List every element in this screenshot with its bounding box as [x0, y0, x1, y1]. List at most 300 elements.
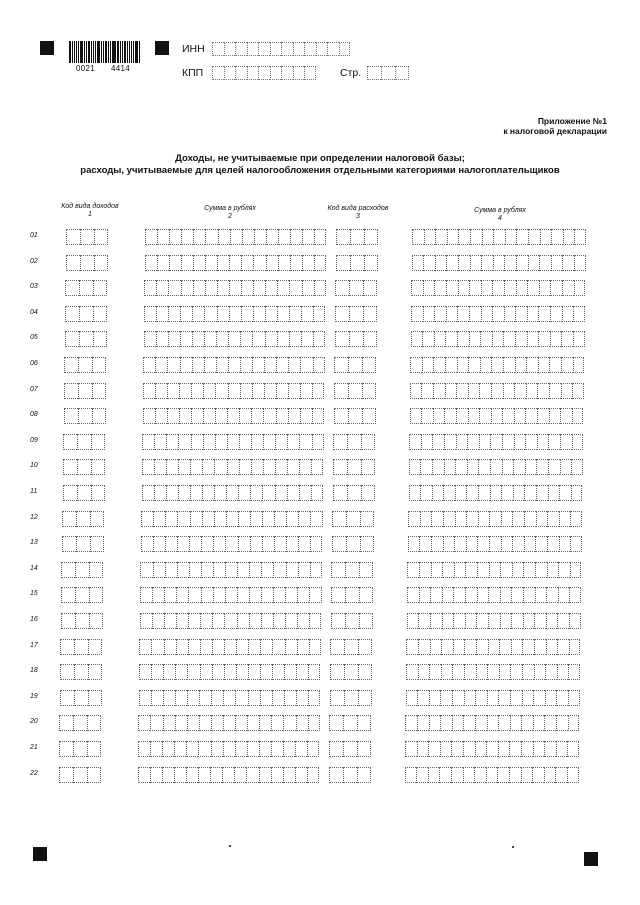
expense-sum-field[interactable] — [406, 639, 580, 655]
income-sum-field[interactable] — [144, 331, 325, 347]
char-cell[interactable] — [202, 511, 214, 527]
char-cell[interactable] — [141, 536, 153, 552]
char-cell[interactable] — [242, 229, 254, 245]
char-cell[interactable] — [434, 306, 446, 322]
char-cell[interactable] — [308, 664, 320, 680]
char-cell[interactable] — [456, 383, 468, 399]
char-cell[interactable] — [260, 690, 272, 706]
char-cell[interactable] — [263, 434, 275, 450]
char-cell[interactable] — [527, 306, 539, 322]
char-cell[interactable] — [237, 562, 249, 578]
char-cell[interactable] — [569, 587, 581, 603]
char-cell[interactable] — [573, 357, 585, 373]
char-cell[interactable] — [150, 741, 162, 757]
char-cell[interactable] — [480, 331, 492, 347]
expense-code-field[interactable] — [330, 690, 372, 706]
char-cell[interactable] — [76, 536, 90, 552]
char-cell[interactable] — [63, 434, 77, 450]
char-cell[interactable] — [551, 255, 563, 271]
char-cell[interactable] — [515, 357, 527, 373]
expense-sum-field[interactable] — [410, 357, 584, 373]
char-cell[interactable] — [227, 408, 239, 424]
char-cell[interactable] — [358, 690, 372, 706]
char-cell[interactable] — [571, 459, 583, 475]
char-cell[interactable] — [61, 587, 75, 603]
char-cell[interactable] — [300, 408, 312, 424]
char-cell[interactable] — [416, 767, 428, 783]
expense-sum-field[interactable] — [409, 485, 583, 501]
char-cell[interactable] — [186, 741, 198, 757]
char-cell[interactable] — [235, 42, 247, 56]
char-cell[interactable] — [344, 690, 358, 706]
char-cell[interactable] — [346, 536, 360, 552]
char-cell[interactable] — [504, 255, 516, 271]
char-cell[interactable] — [362, 357, 376, 373]
expense-code-field[interactable] — [336, 229, 378, 245]
inn-field[interactable] — [212, 42, 350, 56]
char-cell[interactable] — [193, 229, 205, 245]
char-cell[interactable] — [87, 741, 101, 757]
char-cell[interactable] — [186, 767, 198, 783]
char-cell[interactable] — [545, 690, 557, 706]
char-cell[interactable] — [561, 357, 573, 373]
char-cell[interactable] — [332, 536, 346, 552]
char-cell[interactable] — [441, 664, 453, 680]
char-cell[interactable] — [163, 715, 175, 731]
char-cell[interactable] — [409, 434, 421, 450]
char-cell[interactable] — [452, 690, 464, 706]
char-cell[interactable] — [487, 690, 499, 706]
char-cell[interactable] — [259, 741, 271, 757]
char-cell[interactable] — [312, 434, 324, 450]
char-cell[interactable] — [468, 383, 480, 399]
char-cell[interactable] — [557, 664, 569, 680]
char-cell[interactable] — [88, 664, 102, 680]
char-cell[interactable] — [93, 280, 107, 296]
char-cell[interactable] — [155, 408, 167, 424]
char-cell[interactable] — [430, 613, 442, 629]
char-cell[interactable] — [331, 562, 345, 578]
char-cell[interactable] — [61, 613, 75, 629]
expense-sum-field[interactable] — [407, 613, 581, 629]
char-cell[interactable] — [253, 255, 265, 271]
char-cell[interactable] — [440, 715, 452, 731]
char-cell[interactable] — [142, 485, 154, 501]
char-cell[interactable] — [336, 255, 350, 271]
char-cell[interactable] — [452, 664, 464, 680]
income-sum-field[interactable] — [138, 767, 319, 783]
char-cell[interactable] — [511, 639, 523, 655]
char-cell[interactable] — [175, 690, 187, 706]
char-cell[interactable] — [509, 767, 521, 783]
char-cell[interactable] — [153, 511, 165, 527]
expense-code-field[interactable] — [333, 485, 375, 501]
char-cell[interactable] — [335, 280, 349, 296]
char-cell[interactable] — [470, 255, 482, 271]
char-cell[interactable] — [457, 357, 469, 373]
char-cell[interactable] — [66, 255, 80, 271]
char-cell[interactable] — [203, 408, 215, 424]
char-cell[interactable] — [277, 331, 289, 347]
char-cell[interactable] — [444, 459, 456, 475]
char-cell[interactable] — [409, 459, 421, 475]
char-cell[interactable] — [281, 42, 293, 56]
char-cell[interactable] — [247, 66, 259, 80]
char-cell[interactable] — [262, 511, 274, 527]
char-cell[interactable] — [546, 587, 558, 603]
char-cell[interactable] — [168, 331, 180, 347]
income-sum-field[interactable] — [145, 255, 326, 271]
char-cell[interactable] — [463, 767, 475, 783]
char-cell[interactable] — [421, 383, 433, 399]
char-cell[interactable] — [533, 715, 545, 731]
char-cell[interactable] — [482, 229, 494, 245]
char-cell[interactable] — [180, 306, 192, 322]
expense-code-field[interactable] — [335, 306, 377, 322]
char-cell[interactable] — [73, 741, 87, 757]
expense-code-field[interactable] — [335, 331, 377, 347]
char-cell[interactable] — [167, 357, 179, 373]
char-cell[interactable] — [152, 613, 164, 629]
char-cell[interactable] — [287, 459, 299, 475]
char-cell[interactable] — [470, 229, 482, 245]
char-cell[interactable] — [344, 664, 358, 680]
char-cell[interactable] — [526, 383, 538, 399]
char-cell[interactable] — [89, 562, 103, 578]
char-cell[interactable] — [486, 741, 498, 757]
char-cell[interactable] — [309, 613, 321, 629]
char-cell[interactable] — [316, 42, 328, 56]
char-cell[interactable] — [238, 536, 250, 552]
char-cell[interactable] — [75, 613, 89, 629]
char-cell[interactable] — [500, 587, 512, 603]
char-cell[interactable] — [333, 434, 347, 450]
char-cell[interactable] — [349, 280, 363, 296]
char-cell[interactable] — [193, 255, 205, 271]
char-cell[interactable] — [500, 562, 512, 578]
char-cell[interactable] — [432, 459, 444, 475]
char-cell[interactable] — [191, 383, 203, 399]
char-cell[interactable] — [492, 331, 504, 347]
income-sum-field[interactable] — [144, 306, 325, 322]
char-cell[interactable] — [190, 511, 202, 527]
char-cell[interactable] — [539, 255, 551, 271]
char-cell[interactable] — [191, 408, 203, 424]
char-cell[interactable] — [490, 434, 502, 450]
expense-sum-field[interactable] — [409, 434, 583, 450]
char-cell[interactable] — [569, 639, 581, 655]
char-cell[interactable] — [285, 639, 297, 655]
expense-code-field[interactable] — [334, 357, 376, 373]
char-cell[interactable] — [528, 255, 540, 271]
char-cell[interactable] — [251, 459, 263, 475]
char-cell[interactable] — [90, 511, 104, 527]
char-cell[interactable] — [301, 331, 313, 347]
char-cell[interactable] — [446, 280, 458, 296]
char-cell[interactable] — [168, 280, 180, 296]
char-cell[interactable] — [61, 562, 75, 578]
char-cell[interactable] — [181, 280, 193, 296]
income-code-field[interactable] — [65, 306, 107, 322]
char-cell[interactable] — [78, 383, 92, 399]
char-cell[interactable] — [150, 767, 162, 783]
char-cell[interactable] — [430, 639, 442, 655]
char-cell[interactable] — [144, 280, 156, 296]
char-cell[interactable] — [431, 511, 443, 527]
char-cell[interactable] — [226, 485, 238, 501]
char-cell[interactable] — [298, 536, 310, 552]
income-code-field[interactable] — [60, 639, 102, 655]
char-cell[interactable] — [263, 408, 275, 424]
char-cell[interactable] — [223, 741, 235, 757]
char-cell[interactable] — [215, 408, 227, 424]
char-cell[interactable] — [429, 690, 441, 706]
income-sum-field[interactable] — [140, 587, 321, 603]
char-cell[interactable] — [536, 485, 548, 501]
char-cell[interactable] — [570, 511, 582, 527]
char-cell[interactable] — [310, 511, 322, 527]
char-cell[interactable] — [489, 536, 501, 552]
char-cell[interactable] — [456, 408, 468, 424]
char-cell[interactable] — [261, 613, 273, 629]
char-cell[interactable] — [176, 639, 188, 655]
char-cell[interactable] — [74, 639, 88, 655]
char-cell[interactable] — [558, 587, 570, 603]
char-cell[interactable] — [230, 229, 242, 245]
char-cell[interactable] — [168, 306, 180, 322]
char-cell[interactable] — [411, 331, 423, 347]
char-cell[interactable] — [92, 408, 106, 424]
char-cell[interactable] — [574, 280, 586, 296]
char-cell[interactable] — [153, 536, 165, 552]
char-cell[interactable] — [274, 536, 286, 552]
char-cell[interactable] — [300, 383, 312, 399]
char-cell[interactable] — [178, 434, 190, 450]
char-cell[interactable] — [239, 434, 251, 450]
char-cell[interactable] — [360, 536, 374, 552]
char-cell[interactable] — [559, 536, 571, 552]
char-cell[interactable] — [558, 562, 570, 578]
char-cell[interactable] — [138, 741, 150, 757]
char-cell[interactable] — [200, 639, 212, 655]
char-cell[interactable] — [476, 613, 488, 629]
income-code-field[interactable] — [61, 613, 103, 629]
char-cell[interactable] — [142, 459, 154, 475]
char-cell[interactable] — [213, 536, 225, 552]
char-cell[interactable] — [535, 562, 547, 578]
char-cell[interactable] — [560, 408, 572, 424]
char-cell[interactable] — [290, 229, 302, 245]
char-cell[interactable] — [348, 383, 362, 399]
expense-sum-field[interactable] — [405, 767, 579, 783]
char-cell[interactable] — [547, 511, 559, 527]
char-cell[interactable] — [447, 229, 459, 245]
char-cell[interactable] — [498, 690, 510, 706]
char-cell[interactable] — [538, 306, 550, 322]
char-cell[interactable] — [332, 511, 346, 527]
char-cell[interactable] — [163, 690, 175, 706]
char-cell[interactable] — [381, 66, 395, 80]
char-cell[interactable] — [295, 767, 307, 783]
expense-sum-field[interactable] — [411, 280, 585, 296]
char-cell[interactable] — [212, 613, 224, 629]
char-cell[interactable] — [313, 357, 325, 373]
char-cell[interactable] — [166, 434, 178, 450]
char-cell[interactable] — [474, 767, 486, 783]
char-cell[interactable] — [455, 459, 467, 475]
char-cell[interactable] — [91, 459, 105, 475]
char-cell[interactable] — [465, 613, 477, 629]
char-cell[interactable] — [169, 255, 181, 271]
char-cell[interactable] — [329, 767, 343, 783]
income-code-field[interactable] — [64, 357, 106, 373]
char-cell[interactable] — [293, 42, 305, 56]
char-cell[interactable] — [192, 331, 204, 347]
char-cell[interactable] — [420, 485, 432, 501]
char-cell[interactable] — [465, 587, 477, 603]
char-cell[interactable] — [439, 767, 451, 783]
char-cell[interactable] — [477, 536, 489, 552]
char-cell[interactable] — [516, 229, 528, 245]
char-cell[interactable] — [429, 664, 441, 680]
char-cell[interactable] — [205, 229, 217, 245]
char-cell[interactable] — [407, 587, 419, 603]
char-cell[interactable] — [78, 357, 92, 373]
char-cell[interactable] — [527, 331, 539, 347]
char-cell[interactable] — [511, 587, 523, 603]
char-cell[interactable] — [364, 229, 378, 245]
char-cell[interactable] — [76, 511, 90, 527]
char-cell[interactable] — [503, 357, 515, 373]
char-cell[interactable] — [358, 664, 372, 680]
char-cell[interactable] — [515, 306, 527, 322]
char-cell[interactable] — [88, 690, 102, 706]
char-cell[interactable] — [550, 280, 562, 296]
char-cell[interactable] — [406, 639, 418, 655]
char-cell[interactable] — [241, 280, 253, 296]
char-cell[interactable] — [249, 587, 261, 603]
char-cell[interactable] — [260, 639, 272, 655]
char-cell[interactable] — [330, 690, 344, 706]
char-cell[interactable] — [201, 536, 213, 552]
char-cell[interactable] — [418, 639, 430, 655]
char-cell[interactable] — [412, 255, 424, 271]
char-cell[interactable] — [516, 255, 528, 271]
char-cell[interactable] — [277, 306, 289, 322]
char-cell[interactable] — [272, 639, 284, 655]
char-cell[interactable] — [307, 767, 319, 783]
char-cell[interactable] — [283, 741, 295, 757]
char-cell[interactable] — [488, 639, 500, 655]
char-cell[interactable] — [419, 536, 431, 552]
char-cell[interactable] — [420, 459, 432, 475]
char-cell[interactable] — [435, 229, 447, 245]
char-cell[interactable] — [284, 690, 296, 706]
char-cell[interactable] — [90, 536, 104, 552]
char-cell[interactable] — [308, 715, 320, 731]
char-cell[interactable] — [503, 331, 515, 347]
expense-sum-field[interactable] — [407, 587, 581, 603]
char-cell[interactable] — [431, 562, 443, 578]
income-code-field[interactable] — [64, 383, 106, 399]
char-cell[interactable] — [164, 639, 176, 655]
income-sum-field[interactable] — [139, 690, 320, 706]
char-cell[interactable] — [405, 767, 417, 783]
char-cell[interactable] — [547, 562, 559, 578]
char-cell[interactable] — [261, 587, 273, 603]
char-cell[interactable] — [504, 306, 516, 322]
char-cell[interactable] — [174, 741, 186, 757]
char-cell[interactable] — [288, 408, 300, 424]
char-cell[interactable] — [501, 485, 513, 501]
char-cell[interactable] — [200, 664, 212, 680]
char-cell[interactable] — [556, 741, 568, 757]
char-cell[interactable] — [153, 562, 165, 578]
expense-code-field[interactable] — [331, 562, 373, 578]
char-cell[interactable] — [275, 459, 287, 475]
char-cell[interactable] — [75, 587, 89, 603]
char-cell[interactable] — [475, 741, 487, 757]
char-cell[interactable] — [177, 511, 189, 527]
char-cell[interactable] — [428, 767, 440, 783]
char-cell[interactable] — [151, 639, 163, 655]
expense-sum-field[interactable] — [408, 536, 582, 552]
char-cell[interactable] — [560, 459, 572, 475]
char-cell[interactable] — [442, 613, 454, 629]
char-cell[interactable] — [198, 767, 210, 783]
char-cell[interactable] — [151, 664, 163, 680]
char-cell[interactable] — [313, 331, 325, 347]
char-cell[interactable] — [357, 715, 371, 731]
char-cell[interactable] — [486, 767, 498, 783]
char-cell[interactable] — [551, 229, 563, 245]
char-cell[interactable] — [534, 613, 546, 629]
char-cell[interactable] — [250, 485, 262, 501]
char-cell[interactable] — [250, 511, 262, 527]
char-cell[interactable] — [162, 767, 174, 783]
char-cell[interactable] — [466, 536, 478, 552]
income-sum-field[interactable] — [145, 229, 326, 245]
char-cell[interactable] — [493, 229, 505, 245]
char-cell[interactable] — [405, 715, 417, 731]
char-cell[interactable] — [536, 511, 548, 527]
char-cell[interactable] — [560, 434, 572, 450]
char-cell[interactable] — [156, 331, 168, 347]
expense-sum-field[interactable] — [410, 383, 584, 399]
char-cell[interactable] — [513, 459, 525, 475]
char-cell[interactable] — [512, 511, 524, 527]
char-cell[interactable] — [335, 331, 349, 347]
char-cell[interactable] — [204, 331, 216, 347]
char-cell[interactable] — [454, 536, 466, 552]
char-cell[interactable] — [498, 741, 510, 757]
char-cell[interactable] — [79, 306, 93, 322]
char-cell[interactable] — [277, 280, 289, 296]
char-cell[interactable] — [214, 459, 226, 475]
char-cell[interactable] — [179, 408, 191, 424]
char-cell[interactable] — [191, 434, 203, 450]
char-cell[interactable] — [187, 715, 199, 731]
char-cell[interactable] — [534, 639, 546, 655]
char-cell[interactable] — [94, 229, 108, 245]
char-cell[interactable] — [304, 42, 316, 56]
char-cell[interactable] — [573, 306, 585, 322]
char-cell[interactable] — [247, 42, 259, 56]
char-cell[interactable] — [237, 613, 249, 629]
char-cell[interactable] — [152, 587, 164, 603]
char-cell[interactable] — [297, 587, 309, 603]
income-sum-field[interactable] — [139, 639, 320, 655]
